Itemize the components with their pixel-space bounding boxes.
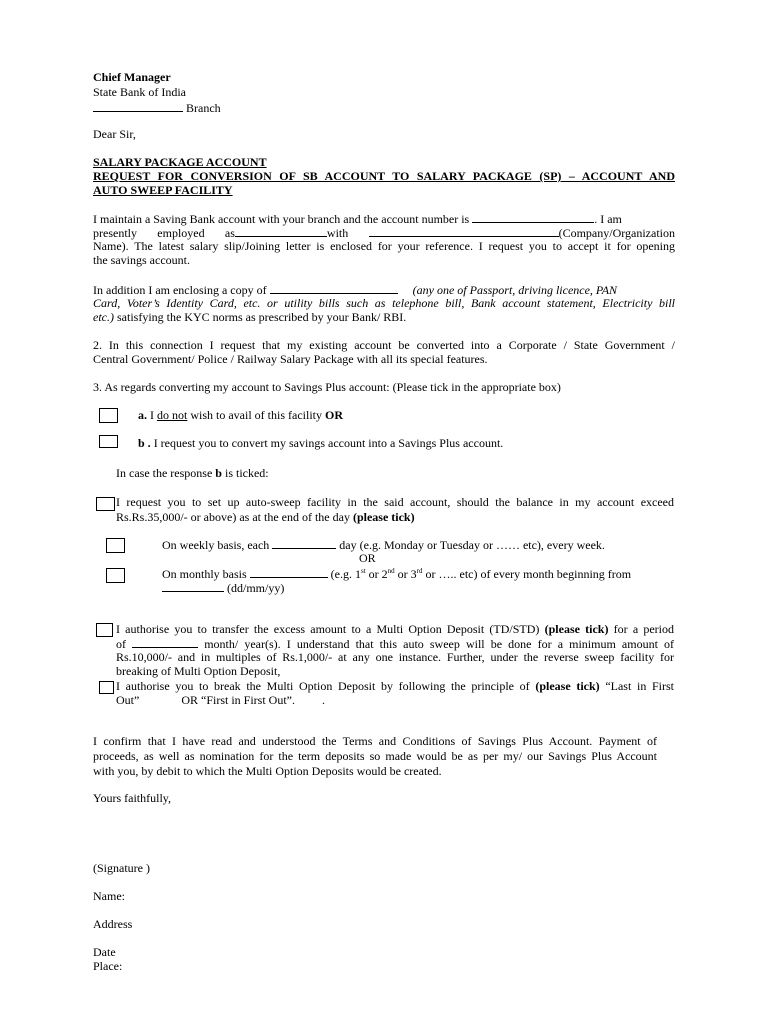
monthly-text: On monthly basis (e.g. 1st or 2nd or 3rd or ….. etc) of every month beginning from	[162, 567, 632, 581]
auto-sweep-checkbox[interactable]	[96, 497, 115, 511]
salutation: Dear Sir,	[93, 127, 136, 141]
confirm-line-2: proceeds, as well as nomination for the term deposits so made would be as per my/ our Savings Plus Account	[93, 749, 657, 763]
bank-name: State Bank of India	[93, 85, 186, 99]
weekly-text: On weekly basis, each day (e.g. Monday or Tuesday or …… etc), every week.	[162, 538, 605, 552]
name-label: Name:	[93, 889, 125, 903]
branch-blank[interactable]	[93, 100, 183, 112]
para2-line-1: In addition I am enclosing a copy of (any one of Passport, driving licence, PAN	[93, 283, 618, 297]
para3-line-1: 2. In this connection I request that my existing account be converted into a Corporate / State Government /	[93, 338, 675, 352]
break-line-1: I authorise you to break the Multi Option Deposit by following the principle of (please tick) “Last in First	[116, 679, 674, 693]
employed-as-blank[interactable]	[235, 225, 327, 237]
deposit-line-4: breaking of Multi Option Deposit,	[116, 664, 281, 678]
para3-line-2: Central Government/ Police / Railway Salary Package with all its special features.	[93, 352, 488, 366]
para1-line-4: the savings account.	[93, 253, 190, 267]
break-deposit-checkbox[interactable]	[99, 681, 114, 694]
sweep-line-1: I request you to set up auto-sweep facility in the said account, should the balance in my account exceed	[116, 495, 674, 509]
confirm-line-3: with you, by debit to which the Multi Option Deposits would be created.	[93, 764, 442, 778]
start-date-blank[interactable]	[162, 580, 224, 592]
place-label: Place:	[93, 959, 123, 973]
monthly-start-line: (dd/mm/yy)	[162, 580, 284, 595]
monthly-checkbox[interactable]	[106, 568, 125, 583]
or-separator: OR	[359, 551, 376, 565]
signature-label: (Signature )	[93, 861, 150, 875]
date-label: Date	[93, 945, 116, 959]
confirm-line-1: I confirm that I have read and understood the Terms and Conditions of Savings Plus Account. Payment of	[93, 734, 657, 748]
para4: 3. As regards converting my account to Savings Plus account: (Please tick in the appropriate box)	[93, 380, 561, 394]
deposit-checkbox[interactable]	[96, 623, 113, 637]
title-line-2: REQUEST FOR CONVERSION OF SB ACCOUNT TO SALARY PACKAGE (SP) – ACCOUNT AND	[93, 169, 675, 183]
option-a-text: a. I do not wish to avail of this facility OR	[138, 408, 343, 422]
monthly-date-blank[interactable]	[250, 566, 328, 578]
weekly-checkbox[interactable]	[106, 538, 125, 553]
branch-line	[93, 100, 221, 115]
para1-line-2: presently employed as with (Company/Organization	[93, 226, 675, 240]
document-copy-blank[interactable]	[270, 282, 398, 294]
branch-label: Branch	[186, 101, 221, 115]
option-b-checkbox[interactable]	[99, 435, 118, 448]
period-blank[interactable]	[132, 636, 198, 648]
weekly-day-blank[interactable]	[272, 537, 336, 549]
sweep-line-2: Rs.Rs.35,000/- or above) as at the end of the day (please tick)	[116, 510, 415, 524]
deposit-line-2: of month/ year(s). I understand that this auto sweep will be done for a minimum amount of	[116, 637, 674, 651]
deposit-line-3: Rs.10,000/- and in multiples of Rs.1,000/- at any one instance. Further, under the reverse sweep facility for	[116, 650, 674, 664]
account-number-blank[interactable]	[472, 211, 594, 223]
address-label: Address	[93, 917, 133, 931]
addressee: Chief Manager	[93, 70, 171, 84]
title-line-1: SALARY PACKAGE ACCOUNT	[93, 155, 267, 169]
option-a-checkbox[interactable]	[99, 408, 118, 423]
closing: Yours faithfully,	[93, 791, 172, 805]
case-response-text: In case the response b is ticked:	[116, 466, 269, 480]
para2-line-3: etc.) satisfying the KYC norms as prescribed by your Bank/ RBI.	[93, 310, 407, 324]
company-blank[interactable]	[369, 225, 559, 237]
para2-line-2: Card, Voter’s Identity Card, etc. or utility bills such as telephone bill, Bank account statement, Electricity bill	[93, 296, 675, 310]
break-line-2: Out” OR “First in First Out”. .	[116, 693, 325, 707]
para1-line-1: I maintain a Saving Bank account with your branch and the account number is . I am	[93, 212, 622, 226]
title-line-3: AUTO SWEEP FACILITY	[93, 183, 233, 197]
para1-line-3: Name). The latest salary slip/Joining letter is enclosed for your reference. I request you to accept it for opening	[93, 239, 675, 253]
deposit-line-1: I authorise you to transfer the excess amount to a Multi Option Deposit (TD/STD) (please tick) for a period	[116, 622, 675, 636]
option-b-text: b . I request you to convert my savings account into a Savings Plus account.	[138, 436, 504, 450]
